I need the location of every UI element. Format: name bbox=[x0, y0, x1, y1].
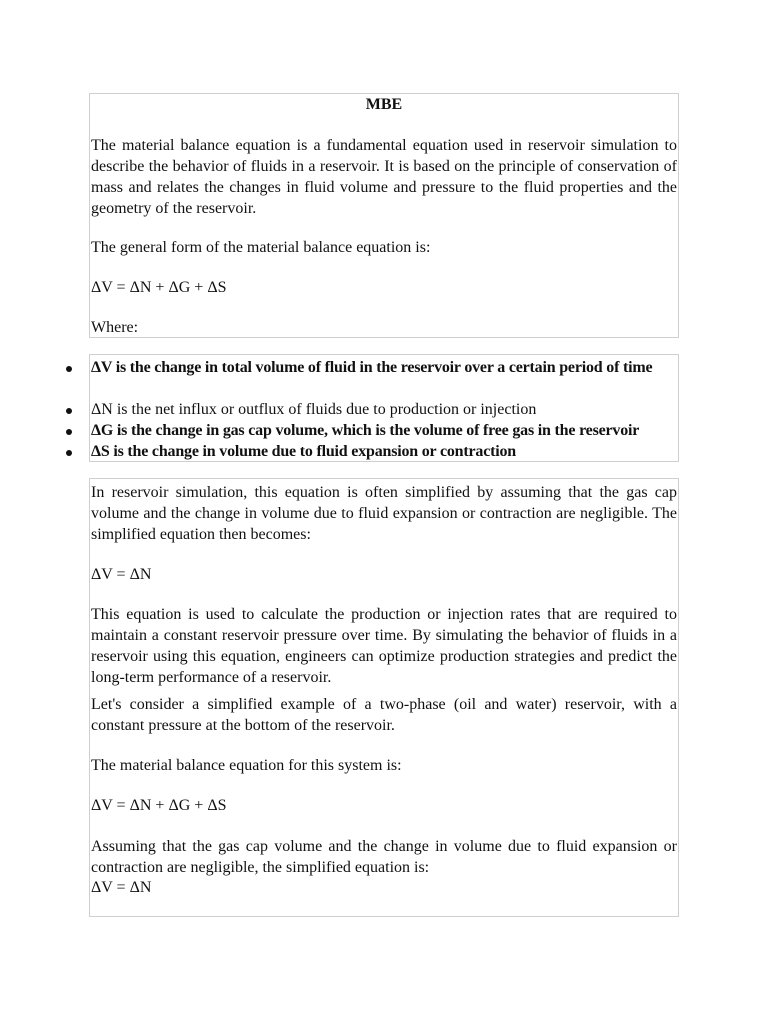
system-equation-text: The material balance equation for this system is: bbox=[91, 757, 402, 774]
list-item: ΔN is the net influx or outflux of fluids due to production or injection bbox=[91, 401, 537, 418]
list-item: ΔS is the change in volume due to fluid expansion or contraction bbox=[91, 443, 516, 460]
definitions-list bbox=[89, 354, 679, 462]
system-equation: ΔV = ΔN + ΔG + ΔS bbox=[91, 797, 227, 814]
bullet-icon bbox=[66, 408, 72, 414]
bullet-icon bbox=[66, 366, 72, 372]
final-equation: ΔV = ΔN bbox=[91, 879, 152, 896]
general-equation: ΔV = ΔN + ΔG + ΔS bbox=[91, 279, 227, 296]
simplification-section bbox=[89, 478, 679, 917]
page-title: MBE bbox=[365, 96, 403, 113]
bullet-icon bbox=[66, 429, 72, 435]
intro-section bbox=[89, 93, 679, 338]
intro-paragraph: The material balance equation is a fundamental equation used in reservoir simulation to describe the behavior of fluids in a reservoir. It is based on the principle of conservation of mass and relates the changes in fluid volume and pressure to the fluid properties and the geometry of the reservoir. bbox=[91, 137, 677, 217]
assumption-paragraph: Assuming that the gas cap volume and the change in volume due to fluid expansion or contraction are negligible, the simplified equation is: bbox=[91, 838, 677, 876]
list-item: ΔV is the change in total volume of fluid in the reservoir over a certain period of time bbox=[91, 359, 653, 376]
simplification-paragraph: In reservoir simulation, this equation is often simplified by assuming that the gas cap volume and the change in volume due to fluid expansion or contraction are negligible. The simplified equation then becomes: bbox=[91, 484, 677, 543]
general-form-text: The general form of the material balance equation is: bbox=[91, 239, 431, 256]
bullet-icon bbox=[66, 450, 72, 456]
usage-paragraph: This equation is used to calculate the production or injection rates that are required to maintain a constant reservoir pressure over time. By simulating the behavior of fluids in a reservoir using this equation, engineers can optimize production strategies and predict the long-term performance of a reservoir. bbox=[91, 606, 677, 686]
where-label: Where: bbox=[91, 319, 139, 336]
example-paragraph: Let's consider a simplified example of a two-phase (oil and water) reservoir, with a constant pressure at the bottom of the reservoir. bbox=[91, 696, 677, 734]
simplified-equation: ΔV = ΔN bbox=[91, 566, 152, 583]
list-item: ΔG is the change in gas cap volume, which is the volume of free gas in the reservoir bbox=[91, 422, 640, 439]
